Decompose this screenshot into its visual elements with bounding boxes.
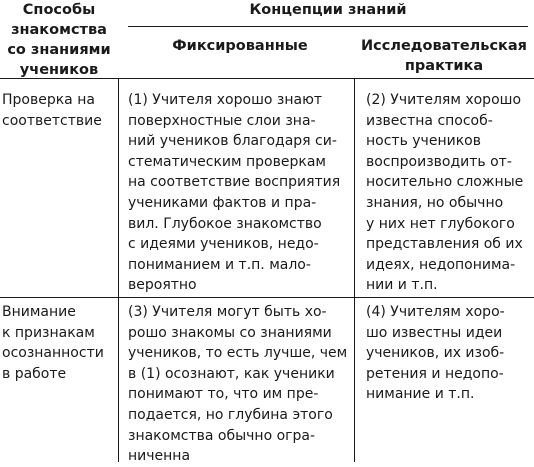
header-knowledge-concepts: Концепции знаний <box>249 2 407 18</box>
row-separator <box>0 297 534 298</box>
header-fixed-column: Фиксированные <box>172 38 308 54</box>
header-group-underline <box>128 26 528 27</box>
cell-4-research: (4) Учителям хоро- шо известны идеи учеников, их изоб- ретения и недопо- нимание и т.п. <box>366 304 505 403</box>
cell-3-fixed: (3) Учителя могут быть хо- рошо знакомы со знаниями учеников, то есть лучше, чем в (1) осознают, как ученики понимают то, что им пре- подается, но глубина этого знакомства обычно огра- ниченна <box>128 304 348 465</box>
header-research-column: Исследовательская практика <box>361 38 527 74</box>
header-bottom-rule <box>0 78 534 79</box>
cell-1-fixed: (1) Учителя хорошо знают поверхностные слои зна- ний учеников благодаря си- стематическим проверкам на соответствие восприятия учениками фактов и пра- вил. Глубокое знакомство с идеями учеников, недо- пониманием и т.п. мало- вероятно <box>128 92 341 294</box>
header-methods-column: Способы знакомства со знаниями учеников <box>7 2 111 78</box>
column-divider-2 <box>354 78 355 462</box>
cell-2-research: (2) Учителям хорошо известна способ- ность учеников воспроизводить от- носительно сложные знания, но обычно у них нет глубокого представления об их идеях, недопонима- нии и т.п. <box>366 92 524 294</box>
column-divider-1 <box>118 78 119 462</box>
row-label-attention-awareness: Внимание к признакам осознанности в работе <box>2 304 104 382</box>
row-label-conformity-check: Проверка на соответствие <box>2 92 102 129</box>
